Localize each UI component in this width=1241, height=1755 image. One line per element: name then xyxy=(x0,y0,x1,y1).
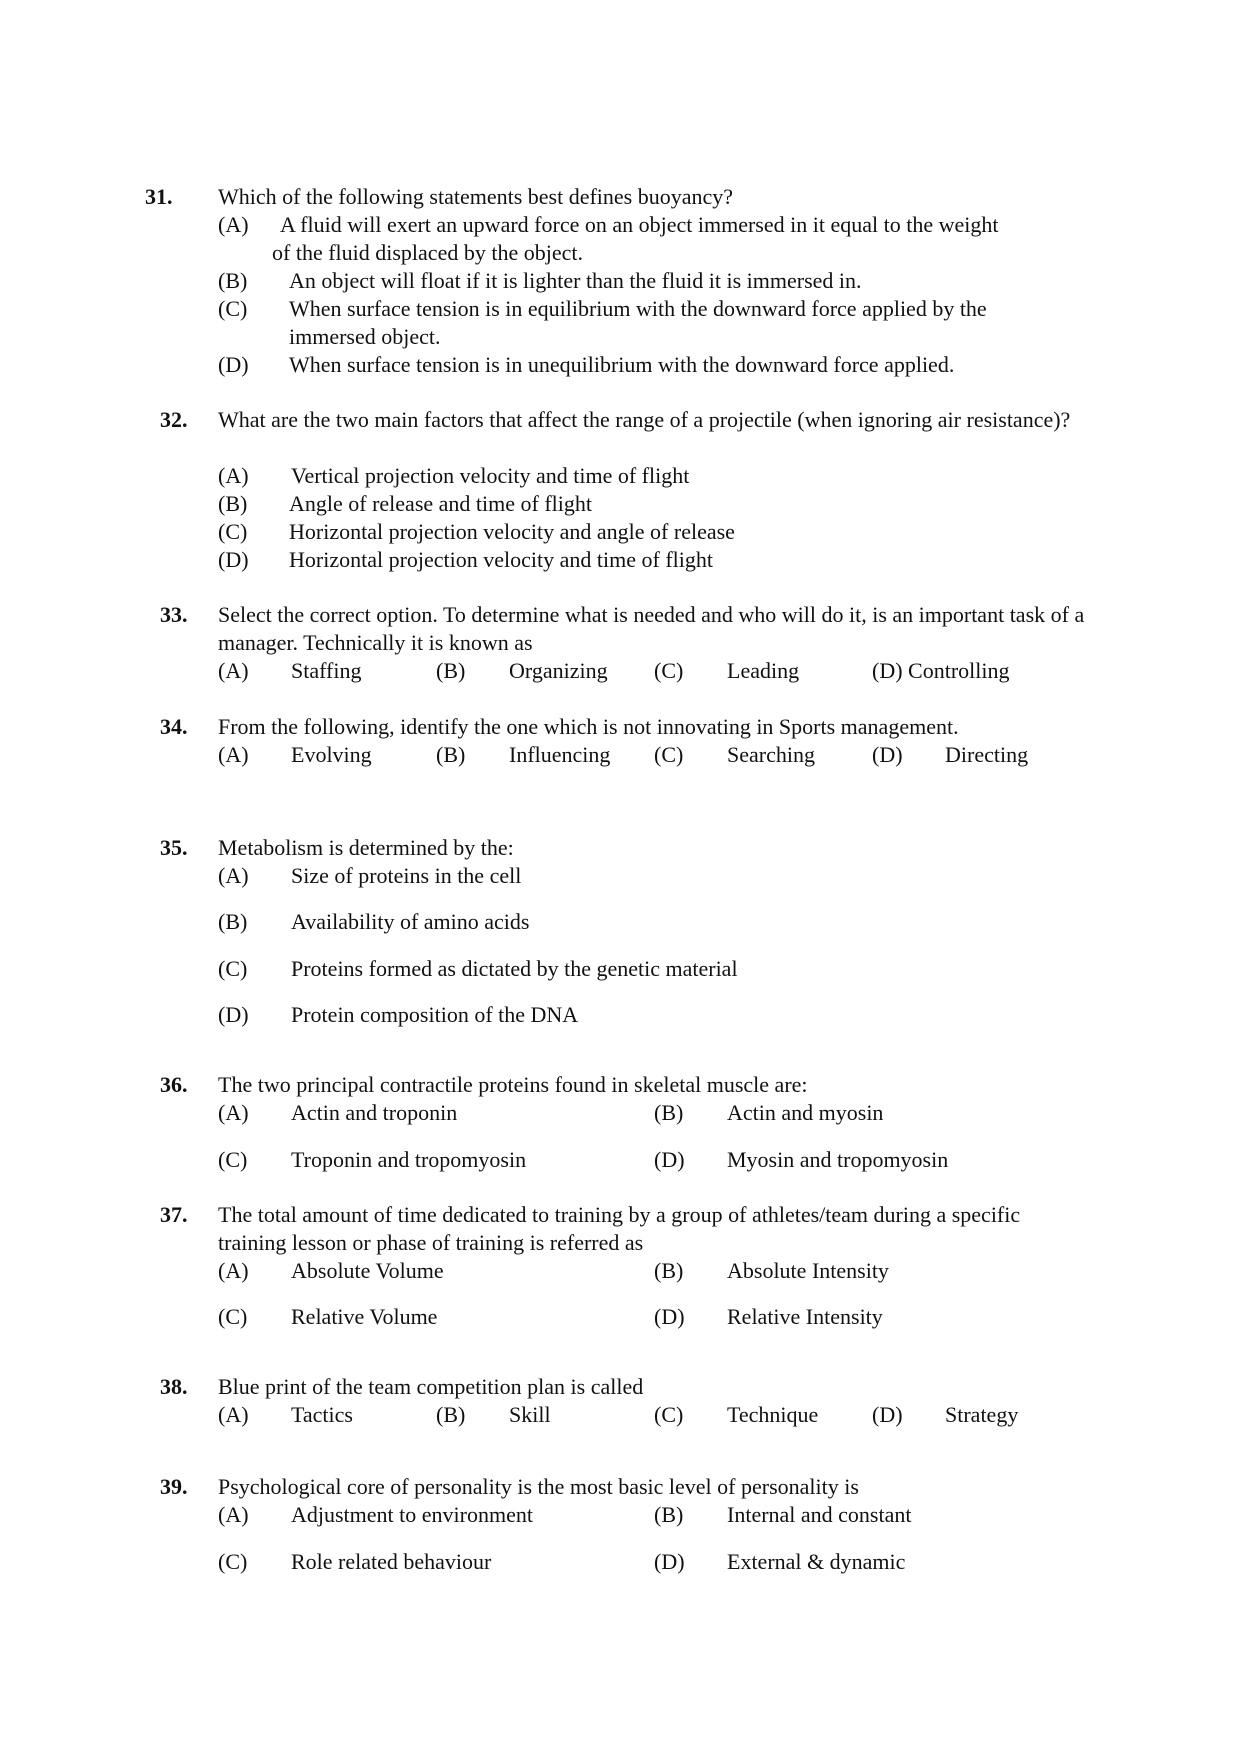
option-text: Searching xyxy=(727,742,815,767)
option-text: An object will float if it is lighter than the fluid it is immersed in. xyxy=(289,268,862,293)
option-label: (B) xyxy=(218,268,248,293)
question-number: 37. xyxy=(160,1202,188,1227)
option-label: (C) xyxy=(218,956,248,981)
option-label: (A) xyxy=(218,863,249,888)
option-label: (A) xyxy=(218,1502,249,1527)
option-text: Skill xyxy=(509,1402,551,1427)
option-text: Internal and constant xyxy=(727,1502,912,1527)
option-text: Relative Volume xyxy=(291,1304,438,1329)
option-label: (B) xyxy=(654,1100,684,1125)
option-label: (B) xyxy=(436,742,466,767)
option-text: Tactics xyxy=(291,1402,353,1427)
option-label: (A) xyxy=(218,1402,249,1427)
question-number: 38. xyxy=(160,1374,188,1399)
question-number: 35. xyxy=(160,835,188,860)
option-text: Protein composition of the DNA xyxy=(291,1002,579,1027)
option-text: Relative Intensity xyxy=(727,1304,883,1329)
option-text: Leading xyxy=(727,658,800,683)
question-number: 39. xyxy=(160,1474,188,1499)
option-text: Staffing xyxy=(291,658,362,683)
option-text: Influencing xyxy=(509,742,611,767)
option-label: (C) xyxy=(654,658,684,683)
option-label: (A) xyxy=(218,658,249,683)
option-text: Actin and myosin xyxy=(727,1100,884,1125)
option-label: (C) xyxy=(218,1147,248,1172)
option-label: (C) xyxy=(218,1549,248,1574)
option-label: (D) Controlling xyxy=(872,658,1010,683)
question-number: 36. xyxy=(160,1072,188,1097)
option-text: Horizontal projection velocity and angle of release xyxy=(289,519,735,544)
question-text: Which of the following statements best defines buoyancy? xyxy=(218,184,734,209)
option-label: (B) xyxy=(654,1502,684,1527)
option-text: Actin and troponin xyxy=(291,1100,458,1125)
option-label: (D) xyxy=(218,352,249,377)
option-text: Myosin and tropomyosin xyxy=(727,1147,949,1172)
option-text: When surface tension is in unequilibrium with the downward force applied. xyxy=(289,352,955,377)
option-text: Troponin and tropomyosin xyxy=(291,1147,527,1172)
option-label: (C) xyxy=(218,296,248,321)
option-text: Directing xyxy=(945,742,1029,767)
question-number: 31. xyxy=(145,184,173,209)
question-number: 34. xyxy=(160,714,188,739)
option-label: (C) xyxy=(218,1304,248,1329)
option-label: (A) xyxy=(218,1100,249,1125)
option-label: (D) xyxy=(654,1549,685,1574)
option-label: (A) xyxy=(218,1258,249,1283)
question-text: Select the correct option. To determine what is needed and who will do it, is an important task of a manager. Technically it is known as xyxy=(218,602,1085,655)
option-label: (A) xyxy=(218,742,249,767)
option-label: (D) xyxy=(872,1402,903,1427)
option-text: Angle of release and time of flight xyxy=(289,491,593,516)
option-text-continued: of the fluid displaced by the object. xyxy=(272,240,583,265)
question-text: Psychological core of personality is the most basic level of personality is xyxy=(218,1474,859,1499)
option-label: (B) xyxy=(436,1402,466,1427)
question-text: The two principal contractile proteins found in skeletal muscle are: xyxy=(218,1072,808,1097)
question-text: From the following, identify the one which is not innovating in Sports management. xyxy=(218,714,959,739)
option-text: Size of proteins in the cell xyxy=(291,863,522,888)
question-number: 32. xyxy=(160,407,188,432)
question-number: 33. xyxy=(160,602,188,627)
option-text: Strategy xyxy=(945,1402,1019,1427)
option-label: (D) xyxy=(654,1304,685,1329)
option-text: Technique xyxy=(727,1402,819,1427)
question-text: Metabolism is determined by the: xyxy=(218,835,514,860)
option-text: A fluid will exert an upward force on an object immersed in it equal to the weight xyxy=(280,212,999,237)
option-text: Horizontal projection velocity and time of flight xyxy=(289,547,713,572)
option-label: (B) xyxy=(218,491,248,516)
option-label: (C) xyxy=(654,742,684,767)
option-text: Vertical projection velocity and time of flight xyxy=(291,463,690,488)
option-text: External & dynamic xyxy=(727,1549,906,1574)
option-label: (C) xyxy=(218,519,248,544)
option-label: (D) xyxy=(218,1002,249,1027)
option-text: Proteins formed as dictated by the genetic material xyxy=(291,956,738,981)
option-label: (B) xyxy=(436,658,466,683)
option-text: When surface tension is in equilibrium with the downward force applied by the xyxy=(289,296,987,321)
question-text: Blue print of the team competition plan is called xyxy=(218,1374,644,1399)
option-label: (D) xyxy=(654,1147,685,1172)
option-label: (C) xyxy=(654,1402,684,1427)
option-text: Absolute Intensity xyxy=(727,1258,889,1283)
option-label: (B) xyxy=(218,909,248,934)
option-label: (A) xyxy=(218,212,249,237)
option-text: Evolving xyxy=(291,742,372,767)
option-text: Adjustment to environment xyxy=(291,1502,533,1527)
option-label: (B) xyxy=(654,1258,684,1283)
option-text: Organizing xyxy=(509,658,608,683)
option-text: Role related behaviour xyxy=(291,1549,492,1574)
option-text-continued: immersed object. xyxy=(289,324,441,349)
option-label: (D) xyxy=(218,547,249,572)
option-label: (A) xyxy=(218,463,249,488)
question-text: What are the two main factors that affect the range of a projectile (when ignoring air resistance)? xyxy=(218,407,1071,432)
option-label: (D) xyxy=(872,742,903,767)
option-text: Absolute Volume xyxy=(291,1258,444,1283)
option-text: Availability of amino acids xyxy=(291,909,530,934)
question-text: The total amount of time dedicated to training by a group of athletes/team during a specific training lesson or phase of training is referred as xyxy=(218,1202,1021,1255)
